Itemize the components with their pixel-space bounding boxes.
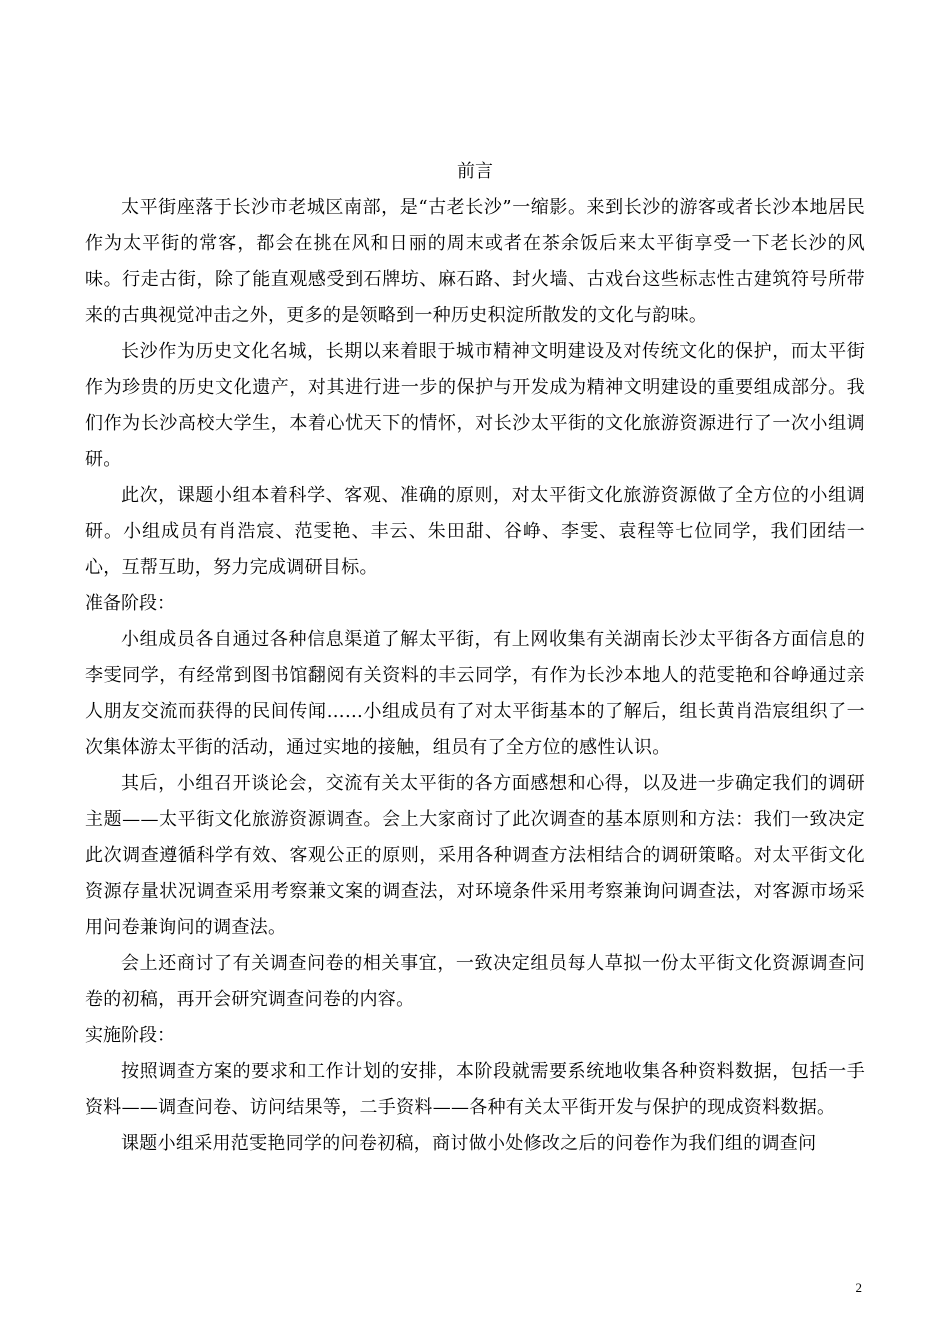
page-number: 2 (855, 1280, 862, 1295)
intro-paragraph-2: 长沙作为历史文化名城，长期以来着眼于城市精神文明建设及对传统文化的保护，而太平街作为珍贵的历史文化遗产，对其进行进一步的保护与开发成为精神文明建设的重要组成部分。我们作为长沙高校大学生，本着心忧天下的情怀，对长沙太平街的文化旅游资源进行了一次小组调研。 (85, 341, 865, 470)
document-page (85, 154, 865, 1162)
intro-paragraph-3: 此次，课题小组本着科学、客观、准确的原则，对太平街文化旅游资源做了全方位的小组调研。小组成员有肖浩宸、范雯艳、丰云、朱田甜、谷峥、李雯、袁程等七位同学，我们团结一心，互帮互助，努力完成调研目标。 (85, 485, 865, 578)
prep-paragraph-3: 会上还商讨了有关调查问卷的相关事宜，一致决定组员每人草拟一份太平街文化资源调查问卷的初稿，再开会研究调查问卷的内容。 (85, 953, 865, 1010)
page-title: 前言 (457, 161, 493, 182)
impl-paragraph-2: 课题小组采用范雯艳同学的问卷初稿，商讨做小处修改之后的问卷作为我们组的调查问 (121, 1133, 817, 1154)
section-heading-prep: 准备阶段： (85, 593, 175, 614)
prep-paragraph-1: 小组成员各自通过各种信息渠道了解太平街，有上网收集有关湖南长沙太平街各方面信息的李雯同学，有经常到图书馆翻阅有关资料的丰云同学，有作为长沙本地人的范雯艳和谷峥通过亲人朋友交流而获得的民间传闻……小组成员有了对太平街基本的了解后，组长黄肖浩宸组织了一次集体游太平街的活动，通过实地的接触，组员有了全方位的感性认识。 (85, 629, 865, 758)
section-heading-impl: 实施阶段： (85, 1025, 175, 1046)
prep-paragraph-2: 其后，小组召开谈论会，交流有关太平街的各方面感想和心得，以及进一步确定我们的调研主题——太平街文化旅游资源调查。会上大家商讨了此次调查的基本原则和方法：我们一致决定此次调查遵循科学有效、客观公正的原则，采用各种调查方法相结合的调研策略。对太平街文化资源存量状况调查采用考察兼文案的调查法，对环境条件采用考察兼询问调查法，对客源市场采用问卷兼询问的调查法。 (85, 773, 865, 938)
intro-paragraph-1: 太平街座落于长沙市老城区南部，是“古老长沙”一缩影。来到长沙的游客或者长沙本地居民作为太平街的常客，都会在挑在风和日丽的周末或者在茶余饭后来太平街享受一下老长沙的风味。行走古街，除了能直观感受到石牌坊、麻石路、封火墙、古戏台这些标志性古建筑符号所带来的古典视觉冲击之外，更多的是领略到一种历史积淀所散发的文化与韵味。 (85, 197, 865, 326)
impl-paragraph-1: 按照调查方案的要求和工作计划的安排，本阶段就需要系统地收集各种资料数据，包括一手资料——调查问卷、访问结果等，二手资料——各种有关太平街开发与保护的现成资料数据。 (85, 1061, 865, 1118)
